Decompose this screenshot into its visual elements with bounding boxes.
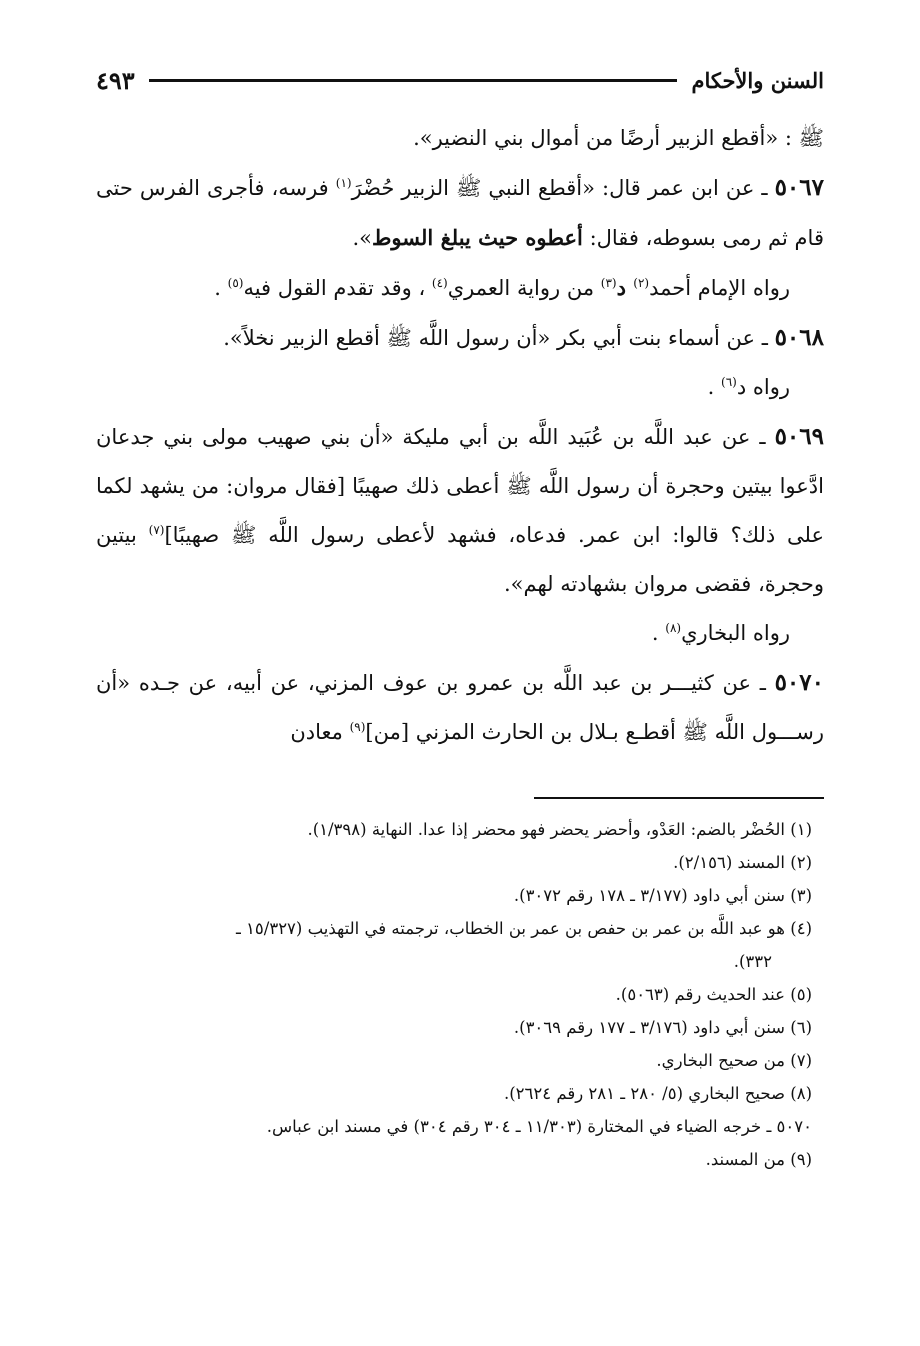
footnote-5: (٥) عند الحديث رقم (٥٠٦٣). bbox=[615, 985, 812, 1004]
footnote-ref[interactable]: (٧) bbox=[148, 523, 165, 537]
footnote-4-continuation: ٣٣٢). bbox=[733, 952, 772, 971]
intro-line: ﷺ : «أقطع الزبير أرضًا من أموال بني النضير». bbox=[413, 126, 824, 150]
header-rule bbox=[149, 79, 678, 82]
footnote-ref[interactable]: (٥) bbox=[227, 276, 244, 290]
riwaya-text: د bbox=[616, 275, 634, 300]
footnote-ref[interactable]: (٦) bbox=[721, 375, 737, 389]
hadith-5068 bbox=[96, 313, 824, 363]
hadith-text: ـ عن كثيـــر بن عبد اللَّه بن عمرو بن عوف المزني، عن أبيه، عن جـده «أن رســـول اللَّه ﷺ أقطـع بـلال بن الحارث المزني [من] bbox=[96, 671, 824, 744]
footnote-1: (١) الحُضْر بالضم: العَدْو، وأحضر يحضر فهو محضر إذا عدا. النهاية (١/٣٩٨). bbox=[307, 820, 812, 839]
footnote-7: (٧) من صحيح البخاري. bbox=[656, 1051, 812, 1070]
page-header bbox=[96, 60, 824, 100]
riwaya-5069 bbox=[96, 609, 824, 658]
hadith-number: ٥٠٦٧ bbox=[774, 174, 824, 201]
hadith-text: ـ عن عبد اللَّه بن عُبَيد اللَّه بن أبي مليكة «أن بني صهيب مولى بني جدعان ادَّعوا بيتين وحجرة أن رسول اللَّه ﷺ أعطى ذلك صهيبًا [فقال مروان: من يشهد لكما على ذلك؟ قالوا: ابن عمر. فدعاه، فشهد لأعطى رسول اللَّه ﷺ صهيبًا] bbox=[96, 425, 824, 547]
footnote-9: (٩) من المسند. bbox=[705, 1150, 812, 1169]
footnote-ref[interactable]: (٣) bbox=[600, 276, 617, 290]
hadith-text: فرسه، فأجرى الفرس حتى قام ثم رمى بسوطه، فقال: bbox=[96, 176, 824, 250]
footnote-5070: ٥٠٧٠ ـ خرجه الضياء في المختارة (١١/٣٠٣ ـ ٣٠٤ رقم ٣٠٤) في مسند ابن عباس. bbox=[266, 1117, 812, 1136]
hadith-number: ٥٠٦٩ bbox=[774, 423, 824, 450]
riwaya-text: رواه الإمام أحمد bbox=[649, 276, 790, 300]
riwaya-5067 bbox=[96, 263, 824, 313]
footnote-ref[interactable]: (٨) bbox=[665, 621, 682, 635]
footnote-ref[interactable]: (٢) bbox=[633, 276, 650, 290]
page-number: ٤٩٣ bbox=[96, 65, 135, 95]
hadith-number: ٥٠٧٠ bbox=[774, 669, 824, 696]
riwaya-text: رواه البخاري bbox=[681, 621, 790, 645]
riwaya-text: . bbox=[707, 375, 722, 399]
footnote-ref[interactable]: (٤) bbox=[431, 276, 448, 290]
hadith-text: ـ عن أسماء بنت أبي بكر «أن رسول اللَّه ﷺ أقطع الزبير نخلاً». bbox=[223, 326, 775, 350]
footnote-4: (٤) هو عبد اللَّه بن عمر بن حفص بن عمر بن الخطاب، ترجمته في التهذيب (١٥/٣٢٧ ـ bbox=[235, 919, 812, 938]
footnote-3: (٣) سنن أبي داود (٣/١٧٧ ـ ١٧٨ رقم ٣٠٧٢). bbox=[513, 886, 812, 905]
hadith-text: معادن bbox=[290, 720, 350, 744]
footnote-6: (٦) سنن أبي داود (٣/١٧٦ ـ ١٧٧ رقم ٣٠٦٩). bbox=[513, 1018, 812, 1037]
hadith-text: ». bbox=[352, 226, 373, 250]
footnote-8: (٨) صحيح البخاري (٥/ ٢٨٠ ـ ٢٨١ رقم ٢٦٢٤). bbox=[503, 1084, 812, 1103]
hadith-bold-text: أعطوه حيث يبلغ السوط bbox=[372, 225, 583, 250]
riwaya-text: . bbox=[651, 621, 666, 645]
hadith-number: ٥٠٦٨ bbox=[774, 324, 824, 351]
footnote-ref[interactable]: (٩) bbox=[349, 720, 366, 734]
riwaya-text: ، وقد تقدم القول فيه bbox=[243, 276, 432, 300]
riwaya-text: . bbox=[214, 276, 228, 300]
footnote-2: (٢) المسند (٢/١٥٦). bbox=[673, 853, 812, 872]
footnote-separator bbox=[534, 797, 824, 799]
hadith-text: بيتين وحجرة، فقضى مروان بشهادته لهم». bbox=[96, 523, 824, 596]
riwaya-text: من رواية العمري bbox=[447, 276, 601, 300]
running-title: السنن والأحكام bbox=[691, 67, 824, 93]
footnotes bbox=[96, 813, 824, 1176]
hadith-5070 bbox=[96, 658, 824, 757]
riwaya-text: رواه د bbox=[736, 375, 790, 399]
hadith-5067 bbox=[96, 163, 824, 263]
footnote-ref[interactable]: (١) bbox=[335, 176, 352, 190]
main-text bbox=[96, 114, 824, 757]
hadith-5069 bbox=[96, 412, 824, 609]
hadith-text: ـ عن ابن عمر قال: «أقطع النبي ﷺ الزبير حُضْرَ bbox=[351, 176, 775, 200]
riwaya-5068 bbox=[96, 363, 824, 412]
